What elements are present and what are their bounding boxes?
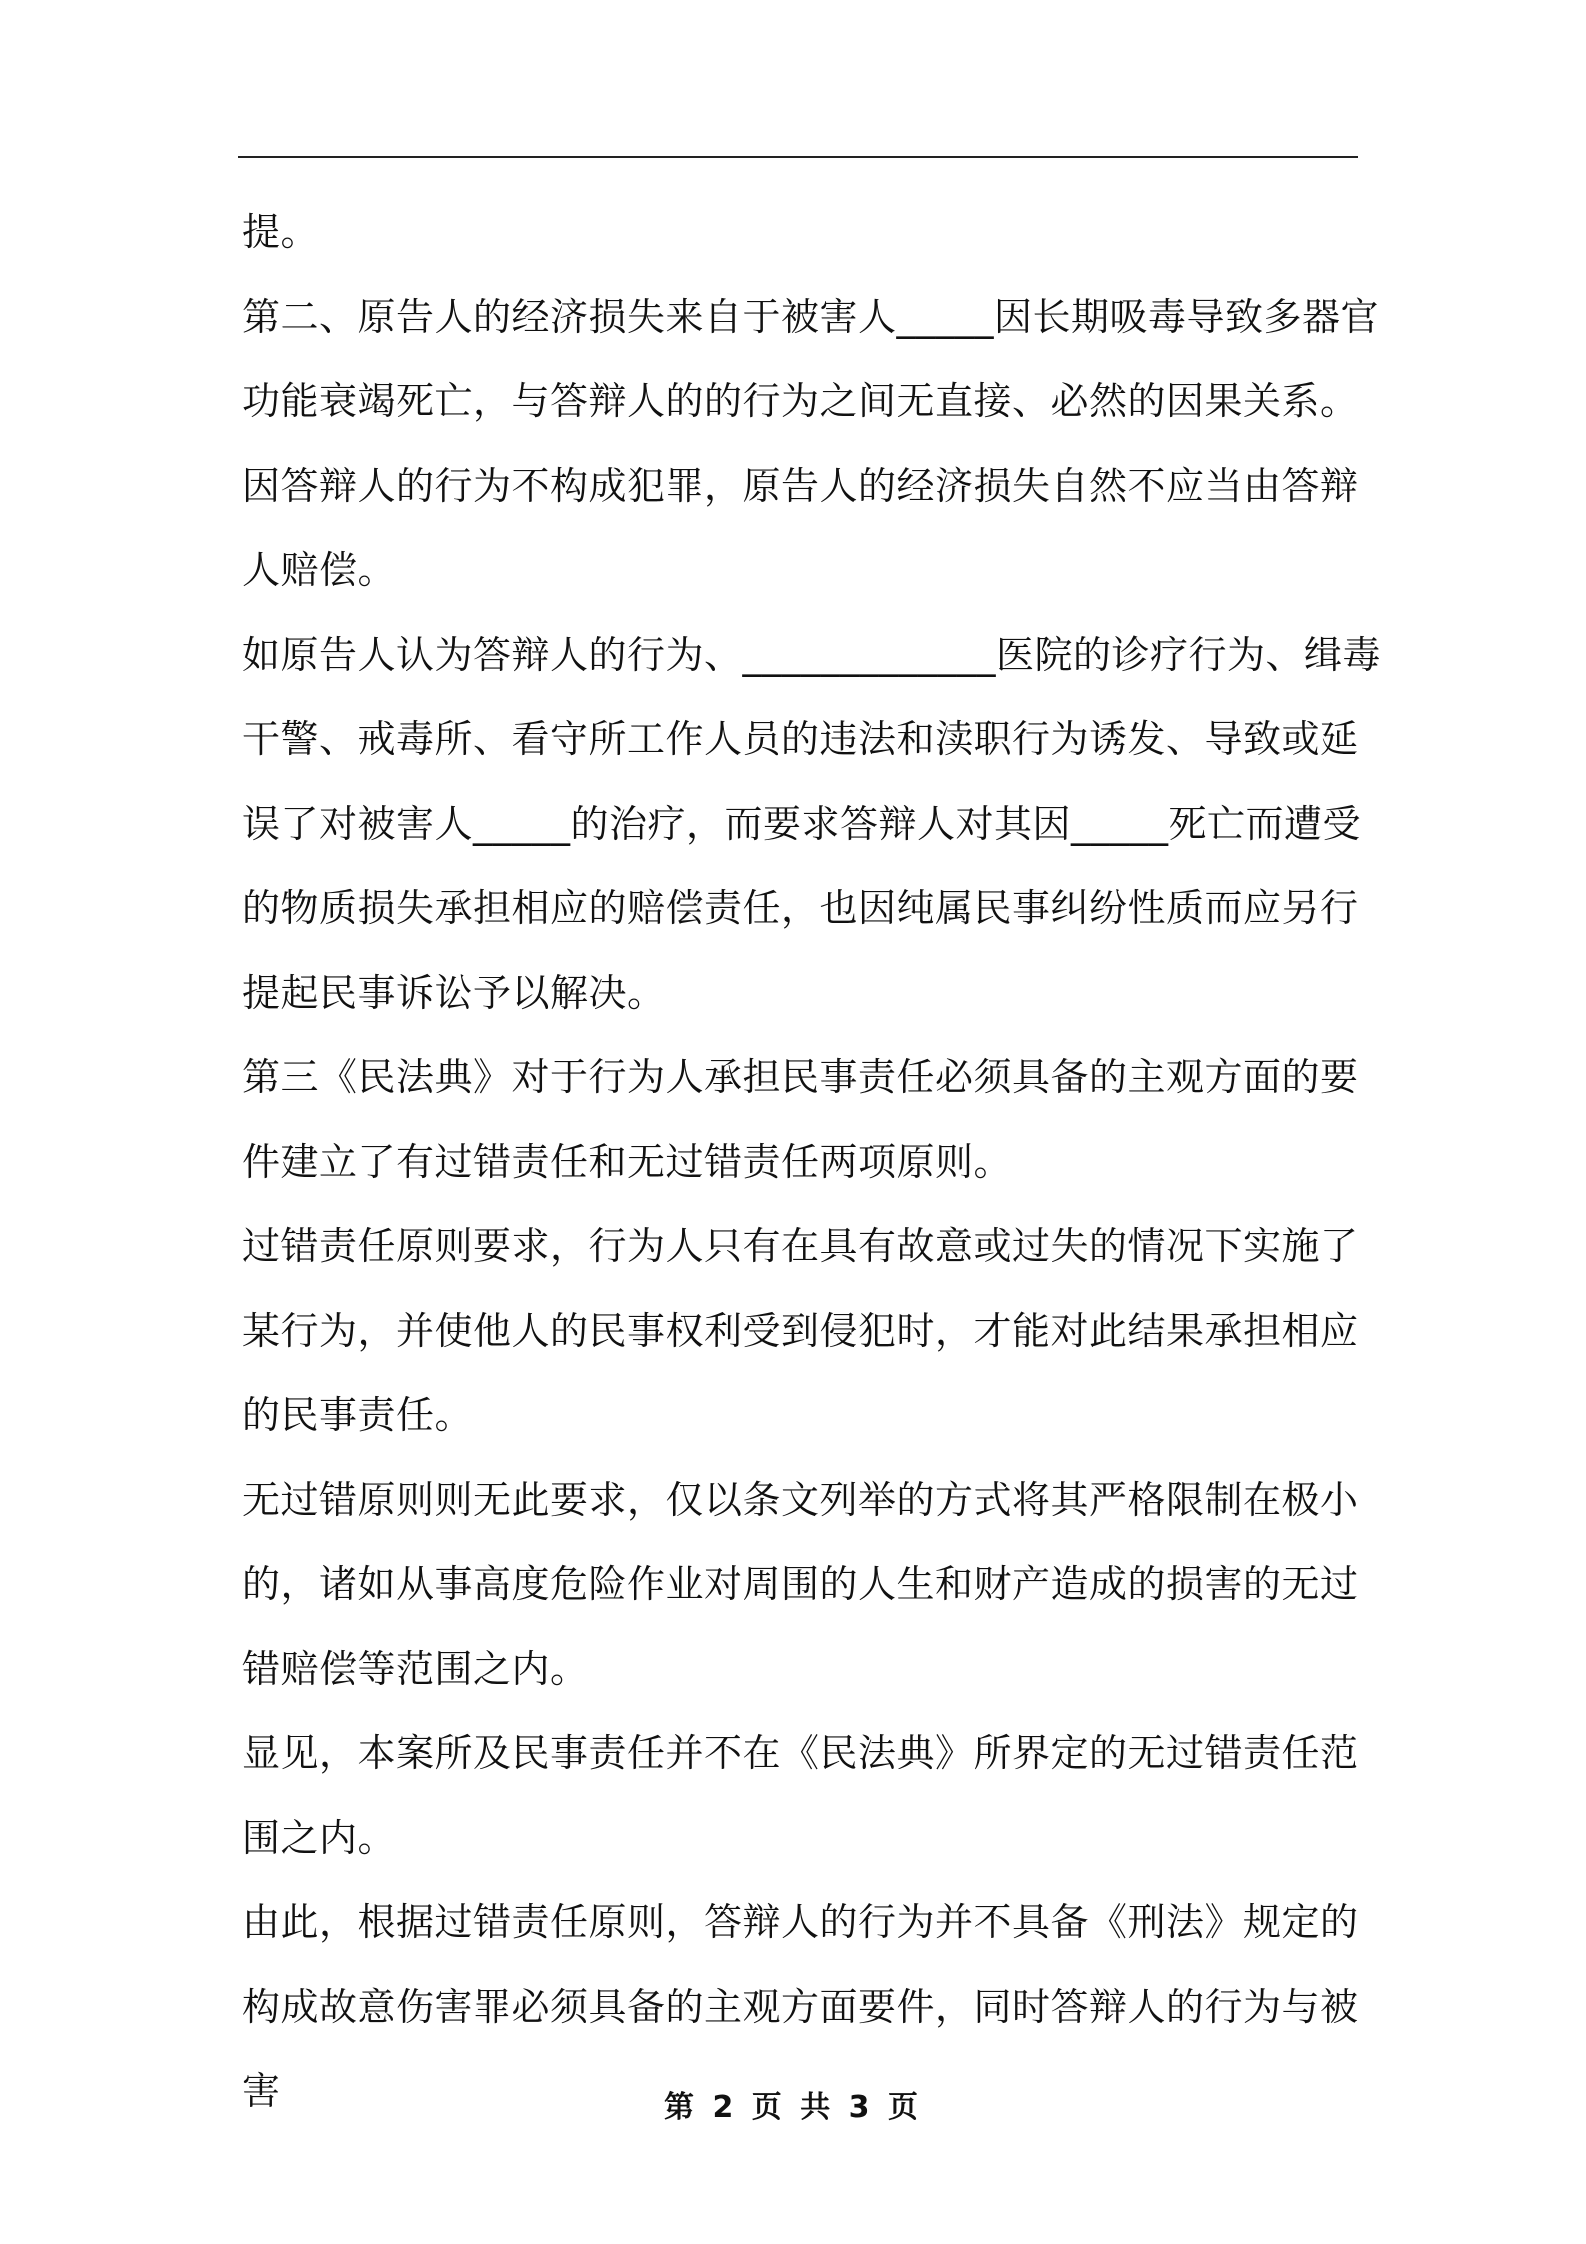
header-rule [238, 156, 1358, 158]
page-footer: 第 2 页 共 3 页 [664, 2090, 922, 2125]
paragraph-7: 无过错原则则无此要求，仅以条文列举的方式将其严格限制在极小的，诸如从事高度危险作业对周围的人生和财产造成的损害的无过错赔偿等范围之内。 [242, 1477, 1359, 1691]
paragraph-4: 如原告人认为答辩人的行为、_____________医院的诊疗行为、缉毒干警、戒毒所、看守所工作人员的违法和渎职行为诱发、导致或延误了对被害人_____的治疗，而要求答辩人对其因_____死亡而遭受的物质损失承担相应的赔偿责任，也因纯属民事纠纷性质而应另行提起民事诉讼予以解决。 [242, 632, 1382, 1015]
paragraph-8: 显见，本案所及民事责任并不在《民法典》所界定的无过错责任范围之内。 [242, 1731, 1359, 1860]
paragraph-6: 过错责任原则要求，行为人只有在具有故意或过失的情况下实施了某行为，并使他人的民事权利受到侵犯时，才能对此结果承担相应的民事责任。 [242, 1224, 1359, 1437]
paragraph-3: 因答辩人的行为不构成犯罪，原告人的经济损失自然不应当由答辩人赔偿。 [242, 463, 1359, 592]
paragraph-2: 第二、原告人的经济损失来自于被害人_____因长期吸毒导致多器官功能衰竭死亡，与答辩人的的行为之间无直接、必然的因果关系。 [242, 294, 1380, 423]
document-body [242, 190, 1382, 2134]
paragraph-1: 提。 [242, 210, 320, 254]
paragraph-5: 第三《民法典》对于行为人承担民事责任必须具备的主观方面的要件建立了有过错责任和无过错责任两项原则。 [242, 1055, 1359, 1184]
paragraph-9: 由此，根据过错责任原则，答辩人的行为并不具备《刑法》规定的构成故意伤害罪必须具备的主观方面要件，同时答辩人的行为与被害 [242, 1900, 1359, 2113]
